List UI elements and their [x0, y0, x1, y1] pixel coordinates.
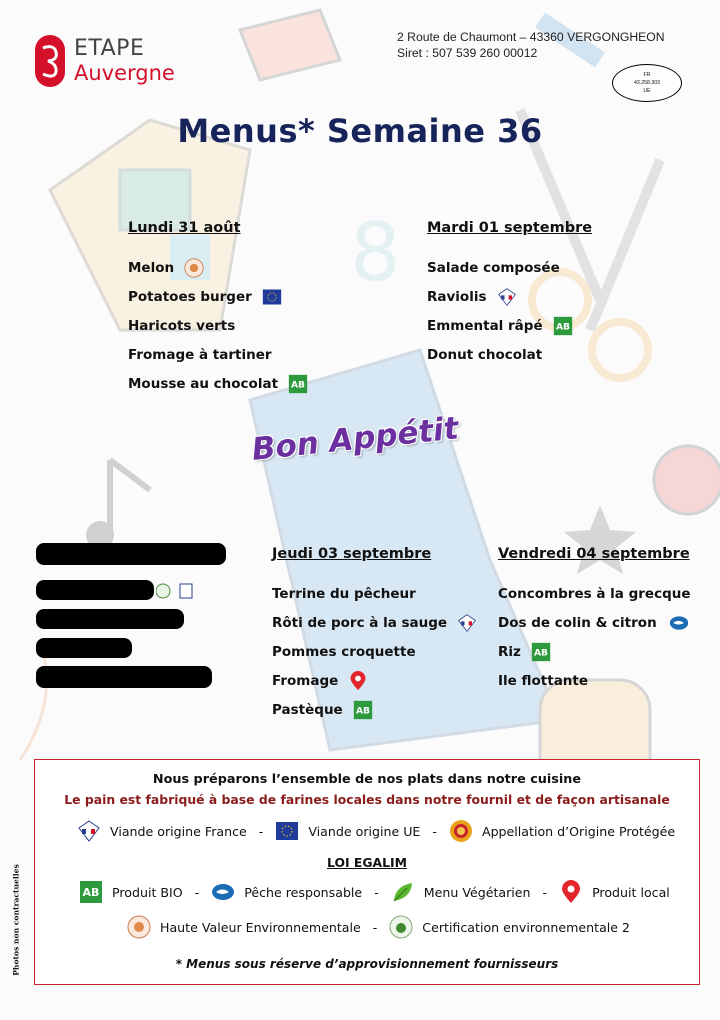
dish-name: Raviolis — [427, 288, 487, 305]
menu-item — [498, 637, 691, 666]
redacted-block — [36, 580, 154, 600]
dish-name: Fromage à tartiner — [128, 346, 272, 363]
dish-name: Haricots verts — [128, 317, 236, 334]
leaf-icon — [391, 880, 415, 904]
legend-meat-france: Viande origine France — [110, 823, 247, 839]
eu-flag-icon — [262, 287, 282, 307]
menu-item — [272, 695, 477, 724]
legend-box — [34, 759, 700, 985]
separator: - — [258, 823, 264, 839]
legend-kitchen-note: Nous préparons l’ensemble de nos plats dans notre cuisine — [152, 772, 582, 787]
legend-veg: Menu Végétarien — [423, 884, 531, 900]
menu-item — [498, 579, 691, 608]
separator: - — [432, 823, 437, 839]
menu-item — [427, 282, 592, 311]
redacted-block — [36, 543, 226, 565]
menu-item — [272, 637, 477, 666]
legend-bio: Produit BIO — [112, 884, 183, 900]
separator: - — [374, 884, 379, 900]
dish-name: Donut chocolat — [427, 346, 543, 363]
local-pin-icon — [559, 880, 583, 904]
french-meat-icon — [77, 819, 101, 843]
menu-item — [272, 579, 477, 608]
legend-local: Produit local — [592, 884, 670, 900]
dish-name: Potatoes burger — [128, 288, 252, 305]
legend-row-environment — [127, 915, 630, 939]
organic-ab-icon — [79, 880, 103, 904]
day-heading: Vendredi 04 septembre — [498, 546, 690, 562]
stamp-region: UE — [643, 88, 651, 94]
logo-mark-icon — [34, 34, 66, 88]
aop-seal-icon — [449, 819, 473, 843]
legend-law-title: LOI EGALIM — [327, 855, 407, 870]
legend-bread-note: Le pain est fabriqué à base de farines locales dans notre fournil et de façon artisanale — [64, 792, 670, 807]
dish-name: Melon — [128, 259, 175, 276]
menu-item — [427, 253, 592, 282]
menu-item — [498, 608, 691, 637]
menu-item — [427, 311, 592, 340]
redacted-block — [36, 666, 212, 688]
organic-ab-icon — [531, 642, 551, 662]
dish-name: Emmental râpé — [427, 317, 543, 334]
legend-cert: Certification environnementale 2 — [422, 919, 631, 935]
dish-name: Salade composée — [427, 259, 560, 276]
french-meat-icon — [497, 287, 517, 307]
menu-item — [128, 253, 308, 282]
dish-name: Concombres à la grecque — [498, 585, 691, 602]
bon-appetit-slogan: Bon Appétit — [250, 410, 461, 468]
hve-icon — [184, 258, 204, 278]
organic-ab-icon — [553, 316, 573, 336]
legend-meat-eu: Viande origine UE — [308, 823, 421, 839]
menu-item — [128, 340, 308, 369]
menu-item — [498, 666, 691, 695]
stamp-number: 43.258.303 — [634, 80, 660, 86]
siret-line: Siret : 507 539 260 00012 — [397, 46, 538, 60]
photos-disclaimer-text: Photos non contractuelles — [11, 864, 21, 976]
legend-supply-note: * Menus sous réserve d’approvisionnement fournisseurs — [175, 957, 559, 971]
redacted-block — [36, 638, 132, 658]
dish-name: Fromage — [272, 672, 339, 689]
day-column-monday — [128, 220, 308, 398]
day-heading: Jeudi 03 septembre — [272, 546, 432, 562]
separator: - — [372, 919, 378, 935]
day-column-friday — [498, 546, 691, 695]
day-column-thursday — [272, 546, 477, 724]
day-heading: Lundi 31 août — [128, 220, 241, 236]
day-heading: Mardi 01 septembre — [427, 220, 593, 236]
redacted-block — [36, 609, 184, 629]
environmental-certification-icon — [389, 915, 413, 939]
msc-fish-icon — [211, 880, 235, 904]
dish-name: Dos de colin & citron — [498, 614, 657, 631]
menu-item — [128, 369, 308, 398]
dish-name: Rôti de porc à la sauge — [272, 614, 448, 631]
logo-name-line1: ETAPE — [74, 36, 145, 61]
dish-name: Terrine du pêcheur — [272, 585, 416, 602]
eu-flag-icon — [275, 819, 299, 843]
dish-name: Riz — [498, 643, 521, 660]
svg-text:AB: AB — [355, 704, 370, 716]
svg-text:AB: AB — [533, 646, 548, 658]
health-mark-stamp — [612, 64, 682, 102]
legend-hve: Haute Valeur Environnementale — [160, 919, 361, 935]
page-title: Menus* Semaine 36 — [177, 112, 543, 150]
legend-aop: Appellation d’Origine Protégée — [481, 823, 676, 839]
french-meat-icon — [457, 613, 477, 633]
menu-item — [272, 666, 477, 695]
svg-text:AB: AB — [555, 320, 570, 332]
svg-text:AB: AB — [82, 886, 100, 899]
legend-row-origin — [77, 819, 675, 843]
dish-name: Pommes croquette — [272, 643, 416, 660]
legend-fish: Pêche responsable — [244, 884, 363, 900]
legend-row-labels — [79, 880, 670, 904]
logo-name-line2: Auvergne — [74, 61, 175, 85]
menu-item — [272, 608, 477, 637]
address-line: 2 Route de Chaumont – 43360 VERGONGHEON — [397, 30, 665, 44]
svg-text:8: 8 — [350, 206, 401, 299]
svg-text:AB: AB — [290, 378, 306, 390]
day-column-tuesday — [427, 220, 592, 369]
hve-icon — [127, 915, 151, 939]
organic-icons-partial — [156, 580, 196, 602]
dish-name: Pastèque — [272, 701, 343, 718]
separator: - — [194, 884, 200, 900]
photos-disclaimer — [4, 850, 28, 990]
menu-item — [128, 311, 308, 340]
dish-name: Mousse au chocolat — [128, 375, 279, 392]
msc-fish-icon — [667, 613, 687, 633]
menu-item — [427, 340, 592, 369]
stamp-country: FR — [643, 72, 651, 78]
etape-auvergne-logo — [34, 34, 194, 90]
organic-ab-icon — [353, 700, 373, 720]
organic-ab-icon — [288, 374, 308, 394]
menu-item — [128, 282, 308, 311]
company-address — [397, 29, 665, 61]
dish-name: Ile flottante — [498, 672, 589, 689]
separator: - — [542, 884, 548, 900]
local-pin-icon — [348, 671, 368, 691]
